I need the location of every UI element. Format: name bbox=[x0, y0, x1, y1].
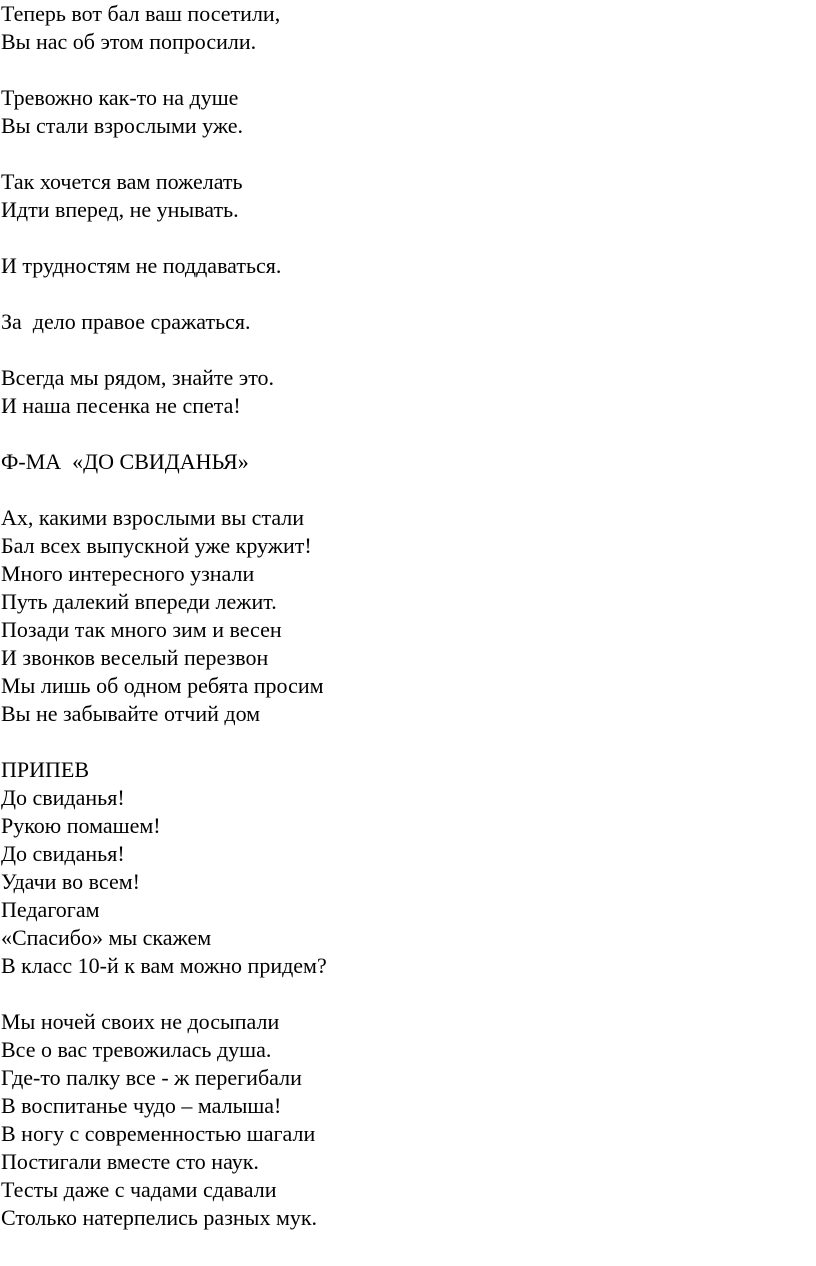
text-line: За дело правое сражаться. bbox=[1, 309, 251, 334]
text-line: ПРИПЕВ bbox=[1, 757, 90, 782]
text-line: Путь далекий впереди лежит. bbox=[1, 589, 277, 614]
stanza-gap bbox=[1, 420, 801, 448]
text-line: В класс 10-й к вам можно придем? bbox=[1, 953, 327, 978]
text-line: Мы лишь об одном ребята просим bbox=[1, 673, 324, 698]
stanza-gap bbox=[1, 224, 801, 252]
text-line: Вы нас об этом попросили. bbox=[1, 29, 257, 54]
text-line: До свиданья! bbox=[1, 785, 125, 810]
text-line: Теперь вот бал ваш посетили, bbox=[1, 1, 281, 26]
stanza bbox=[1, 308, 801, 336]
stanza bbox=[1, 1008, 801, 1232]
stanza bbox=[1, 504, 801, 728]
stanza bbox=[1, 756, 801, 980]
stanza-gap bbox=[1, 728, 801, 756]
text-line: Где-то палку все - ж перегибали bbox=[1, 1065, 302, 1090]
stanza-gap bbox=[1, 280, 801, 308]
document-page bbox=[1, 0, 801, 1232]
text-line: В воспитанье чудо – малыша! bbox=[1, 1093, 282, 1118]
text-line: Все о вас тревожилась душа. bbox=[1, 1037, 272, 1062]
text-line: И звонков веселый перезвон bbox=[1, 645, 269, 670]
text-line: До свиданья! bbox=[1, 841, 125, 866]
text-line: Ф-МА «ДО СВИДАНЬЯ» bbox=[1, 449, 249, 474]
text-line: Много интересного узнали bbox=[1, 561, 255, 586]
text-line: Вы не забывайте отчий дом bbox=[1, 701, 261, 726]
stanza-gap bbox=[1, 980, 801, 1008]
text-line: Позади так много зим и весен bbox=[1, 617, 282, 642]
text-line: Мы ночей своих не досыпали bbox=[1, 1009, 280, 1034]
stanza-gap bbox=[1, 140, 801, 168]
stanza bbox=[1, 0, 801, 56]
stanza bbox=[1, 168, 801, 224]
stanza bbox=[1, 448, 801, 476]
text-line: Педагогам bbox=[1, 897, 100, 922]
text-line: Идти вперед, не унывать. bbox=[1, 197, 239, 222]
text-line: Тесты даже с чадами сдавали bbox=[1, 1177, 277, 1202]
stanza bbox=[1, 252, 801, 280]
stanza bbox=[1, 84, 801, 140]
text-line: Всегда мы рядом, знайте это. bbox=[1, 365, 275, 390]
text-line: В ногу с современностью шагали bbox=[1, 1121, 316, 1146]
text-line: Столько натерпелись разных мук. bbox=[1, 1205, 318, 1230]
stanza-gap bbox=[1, 336, 801, 364]
stanza-gap bbox=[1, 56, 801, 84]
text-line: Вы стали взрослыми уже. bbox=[1, 113, 244, 138]
text-line: Рукою помашем! bbox=[1, 813, 161, 838]
text-line: Ах, какими взрослыми вы стали bbox=[1, 505, 305, 530]
text-line: И трудностям не поддаваться. bbox=[1, 253, 282, 278]
text-line: Постигали вместе сто наук. bbox=[1, 1149, 259, 1174]
text-line: Так хочется вам пожелать bbox=[1, 169, 243, 194]
stanza bbox=[1, 364, 801, 420]
text-line: «Спасибо» мы скажем bbox=[1, 925, 212, 950]
text-line: Бал всех выпускной уже кружит! bbox=[1, 533, 312, 558]
text-line: Удачи во всем! bbox=[1, 869, 140, 894]
text-line: Тревожно как-то на душе bbox=[1, 85, 239, 110]
text-line: И наша песенка не спета! bbox=[1, 393, 241, 418]
stanza-gap bbox=[1, 476, 801, 504]
